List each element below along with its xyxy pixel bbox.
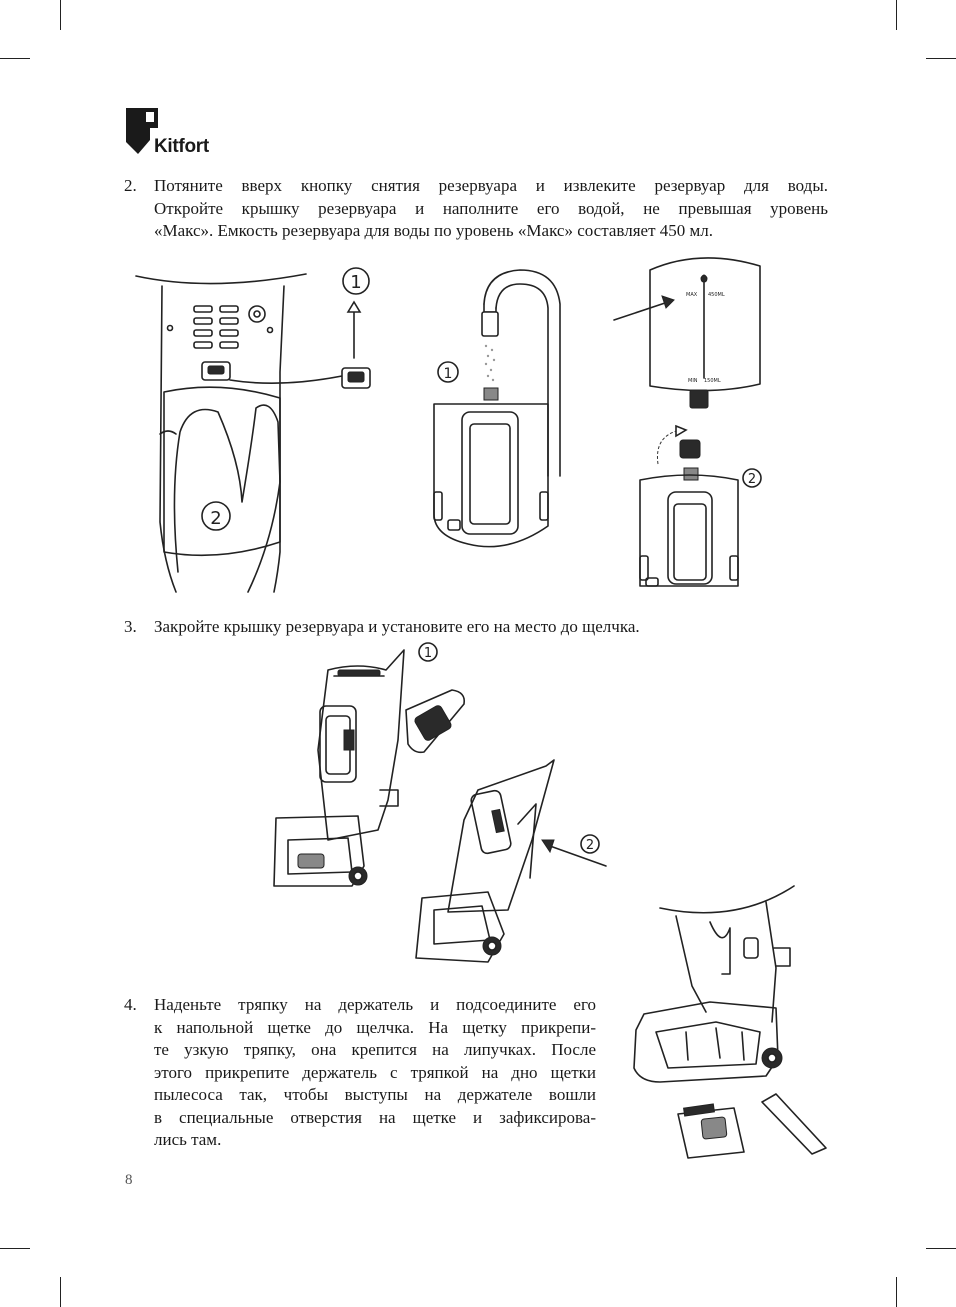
step-marker-1: 1 (423, 646, 433, 661)
step-number: 3. (124, 617, 137, 636)
step-2 (124, 175, 828, 243)
step-marker-2: 2 (210, 508, 222, 529)
water-stream (485, 345, 495, 381)
brand-name: Kitfort (154, 136, 209, 157)
tank-removed (406, 643, 464, 752)
step-marker-2: 2 (747, 472, 757, 487)
tank-installation-illustration (268, 640, 608, 970)
tank-max-volume: 450ML (708, 292, 725, 298)
step-text-line: пылесоса так, чтобы выступы на держателе вошли (154, 1085, 596, 1104)
step-text-line: к напольной щетке до щелчка. На щетку прикрепи- (154, 1017, 596, 1037)
mop-holder-illustration (626, 882, 832, 1164)
vacuum-front-view (274, 650, 404, 886)
step-4 (124, 994, 596, 1152)
crop-mark (926, 1248, 956, 1249)
step-text-line: в специальные отверстия на щетке и зафиксирова- (154, 1107, 596, 1127)
step-text-line: Закройте крышку резервуара и установите его на место до щелчка. (154, 617, 640, 636)
crop-mark (0, 58, 30, 59)
step-3 (124, 616, 828, 639)
step-marker-1: 1 (350, 272, 362, 293)
vent-slots (194, 306, 238, 348)
step-text-line: те узкую тряпку, она крепится на липучках. После (154, 1040, 596, 1059)
crop-mark (926, 58, 956, 59)
vacuum-angled-view (416, 760, 606, 962)
page-number: 8 (125, 1172, 133, 1188)
step-text-line: этого прикрепите держатель с тряпкой на дно щетки (154, 1062, 596, 1082)
crop-mark (0, 1248, 30, 1249)
tank-level-illustration (610, 250, 780, 594)
tank-min-volume: 150ML (704, 378, 721, 384)
crop-mark (60, 0, 61, 30)
step-text-line: Потяните вверх кнопку снятия резервуара и извлеките резервуар для воды. (154, 176, 828, 195)
step-marker-1: 1 (443, 366, 453, 382)
crop-mark (896, 1277, 897, 1307)
step-text-line: Откройте крышку резервуара и наполните его водой, не превышая уровень (154, 198, 828, 218)
step-text-line: лись там. (154, 1130, 222, 1149)
tank-filling-illustration (428, 264, 588, 554)
tank-max-label: MAX (686, 292, 698, 298)
tank-removal-illustration (130, 262, 400, 594)
step-number: 2. (124, 176, 137, 195)
step-number: 4. (124, 995, 137, 1014)
step-marker-2: 2 (585, 838, 595, 853)
step-text-line: Наденьте тряпку на держатель и подсоедините его (154, 995, 596, 1014)
crop-mark (896, 0, 897, 30)
step-text-line: «Макс». Емкость резервуара для воды по уровень «Макс» составляет 450 мл. (154, 221, 713, 240)
crop-mark (60, 1277, 61, 1307)
tank-min-label: MIN (688, 378, 698, 384)
